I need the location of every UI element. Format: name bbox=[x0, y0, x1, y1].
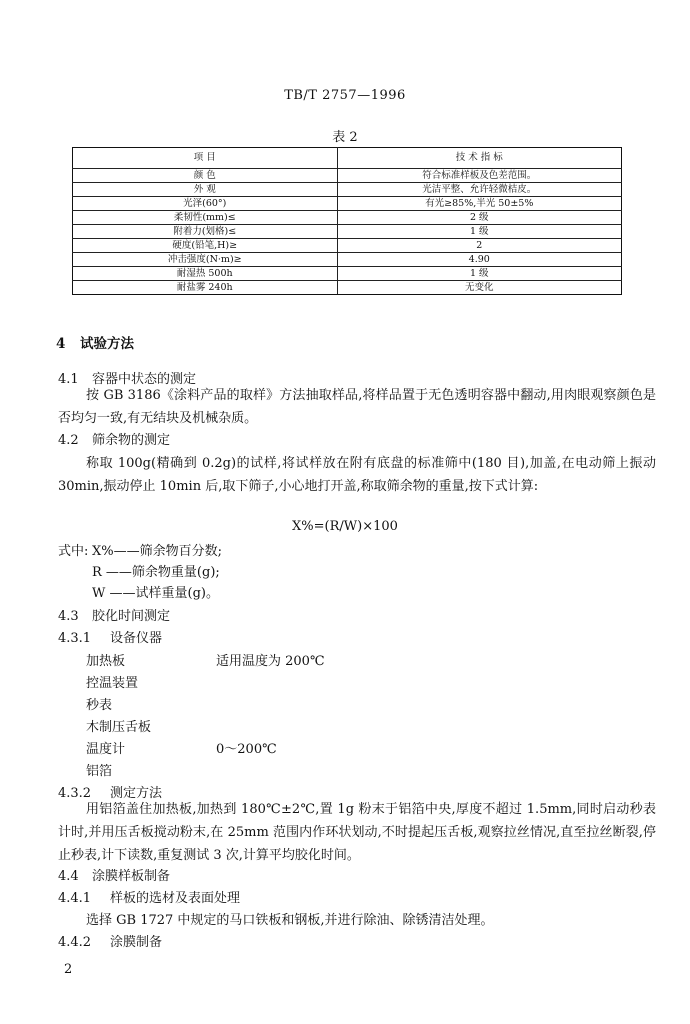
section-4-3-1-title: 设备仪器 bbox=[110, 631, 163, 646]
section-4-4-1-number: 4.4.1 bbox=[58, 891, 92, 906]
section-4-3-number: 4.3 bbox=[58, 609, 79, 624]
row-value: 4.90 bbox=[337, 253, 621, 267]
section-4-title: 试验方法 bbox=[80, 336, 134, 352]
row-item: 柔韧性(mm)≤ bbox=[73, 211, 338, 225]
section-4-3-1-number: 4.3.1 bbox=[58, 631, 92, 646]
row-item: 光泽(60°) bbox=[73, 197, 338, 211]
formula-where-label: 式中: bbox=[58, 544, 89, 559]
equipment-name: 秒表 bbox=[86, 698, 113, 713]
formula-var-w: W ——试样重量(g)。 bbox=[92, 586, 219, 601]
table-row bbox=[73, 239, 622, 253]
section-4-3-2-title: 测定方法 bbox=[110, 786, 163, 801]
section-4-1-number: 4.1 bbox=[58, 372, 79, 387]
row-value: 无变化 bbox=[337, 281, 621, 295]
row-item: 冲击强度(N·m)≥ bbox=[73, 253, 338, 267]
sieve-formula: X%=(R/W)×100 bbox=[292, 519, 398, 534]
table-row bbox=[73, 267, 622, 281]
table-row bbox=[73, 197, 622, 211]
equipment-name: 加热板 bbox=[86, 654, 126, 669]
equipment-spec: 适用温度为 200℃ bbox=[216, 654, 325, 669]
row-value: 1 级 bbox=[337, 267, 621, 281]
table-row bbox=[73, 211, 622, 225]
section-4-4-2-number: 4.4.2 bbox=[58, 935, 92, 950]
row-item: 颜 色 bbox=[73, 169, 338, 183]
spec-table bbox=[72, 147, 622, 295]
row-value: 1 级 bbox=[337, 225, 621, 239]
header-item: 项 目 bbox=[73, 148, 338, 169]
section-4-4-number: 4.4 bbox=[58, 869, 79, 884]
table-row bbox=[73, 281, 622, 295]
table-row bbox=[73, 253, 622, 267]
row-item: 耐盐雾 240h bbox=[73, 281, 338, 295]
table-row bbox=[73, 169, 622, 183]
row-value: 符合标准样板及色差范围。 bbox=[337, 169, 621, 183]
document-header: TB/T 2757—1996 bbox=[284, 88, 406, 103]
row-value: 2 bbox=[337, 239, 621, 253]
header-requirement: 技 术 指 标 bbox=[337, 148, 621, 169]
section-4-1-text: 按 GB 3186《涂料产品的取样》方法抽取样品,将样品置于无色透明容器中翻动,用肉眼观察颜色是否均匀一致,有无结块及机械杂质。 bbox=[58, 388, 656, 426]
table-row bbox=[73, 183, 622, 197]
section-4-2-text: 称取 100g(精确到 0.2g)的试样,将试样放在附有底盘的标准筛中(180 目),加盖,在电动筛上振动 30min,振动停止 10min 后,取下筛子,小心地打开盖,称取筛余物的重量,按下式计算: bbox=[58, 456, 656, 494]
section-4-3-2-number: 4.3.2 bbox=[58, 786, 92, 801]
section-4-number: 4 bbox=[56, 336, 66, 352]
row-item: 外 观 bbox=[73, 183, 338, 197]
section-4-3-2-text: 用铝箔盖住加热板,加热到 180℃±2℃,置 1g 粉末于铝箔中央,厚度不超过 1.5mm,同时启动秒表计时,并用压舌板搅动粉末,在 25mm 范围内作环状划动,不时提起压舌板,观察拉丝情况,直至拉丝断裂,停止秒表,计下读数,重复测试 3 次,计算平均胶化时间。 bbox=[58, 802, 656, 863]
table-header-row bbox=[73, 148, 622, 169]
section-4-1-title: 容器中状态的测定 bbox=[92, 372, 197, 387]
row-value: 光洁平整、允许轻微桔皮。 bbox=[337, 183, 621, 197]
formula-var-r: R ——筛余物重量(g); bbox=[92, 565, 220, 580]
section-4-4-1-title: 样板的选材及表面处理 bbox=[110, 891, 241, 906]
section-4-4-2-title: 涂膜制备 bbox=[110, 935, 163, 950]
table-caption: 表 2 bbox=[332, 130, 358, 145]
row-value: 2 级 bbox=[337, 211, 621, 225]
row-item: 附着力(划格)≤ bbox=[73, 225, 338, 239]
equipment-name: 温度计 bbox=[86, 742, 126, 757]
page-number: 2 bbox=[64, 962, 73, 977]
row-value: 有光≥85%,半光 50±5% bbox=[337, 197, 621, 211]
equipment-name: 铝箔 bbox=[86, 764, 113, 779]
section-4-4-1-text: 选择 GB 1727 中规定的马口铁板和钢板,并进行除油、除锈清洁处理。 bbox=[86, 913, 494, 928]
formula-var-x: X%——筛余物百分数; bbox=[92, 544, 222, 559]
equipment-name: 控温装置 bbox=[86, 676, 139, 691]
equipment-name: 木制压舌板 bbox=[86, 720, 152, 735]
section-4-4-title: 涂膜样板制备 bbox=[92, 869, 171, 884]
section-4-3-title: 胶化时间测定 bbox=[92, 609, 171, 624]
section-4-2-title: 筛余物的测定 bbox=[92, 433, 171, 448]
section-4-2-number: 4.2 bbox=[58, 433, 79, 448]
equipment-spec: 0～200℃ bbox=[216, 742, 277, 757]
row-item: 耐湿热 500h bbox=[73, 267, 338, 281]
table-row bbox=[73, 225, 622, 239]
row-item: 硬度(铅笔,H)≥ bbox=[73, 239, 338, 253]
